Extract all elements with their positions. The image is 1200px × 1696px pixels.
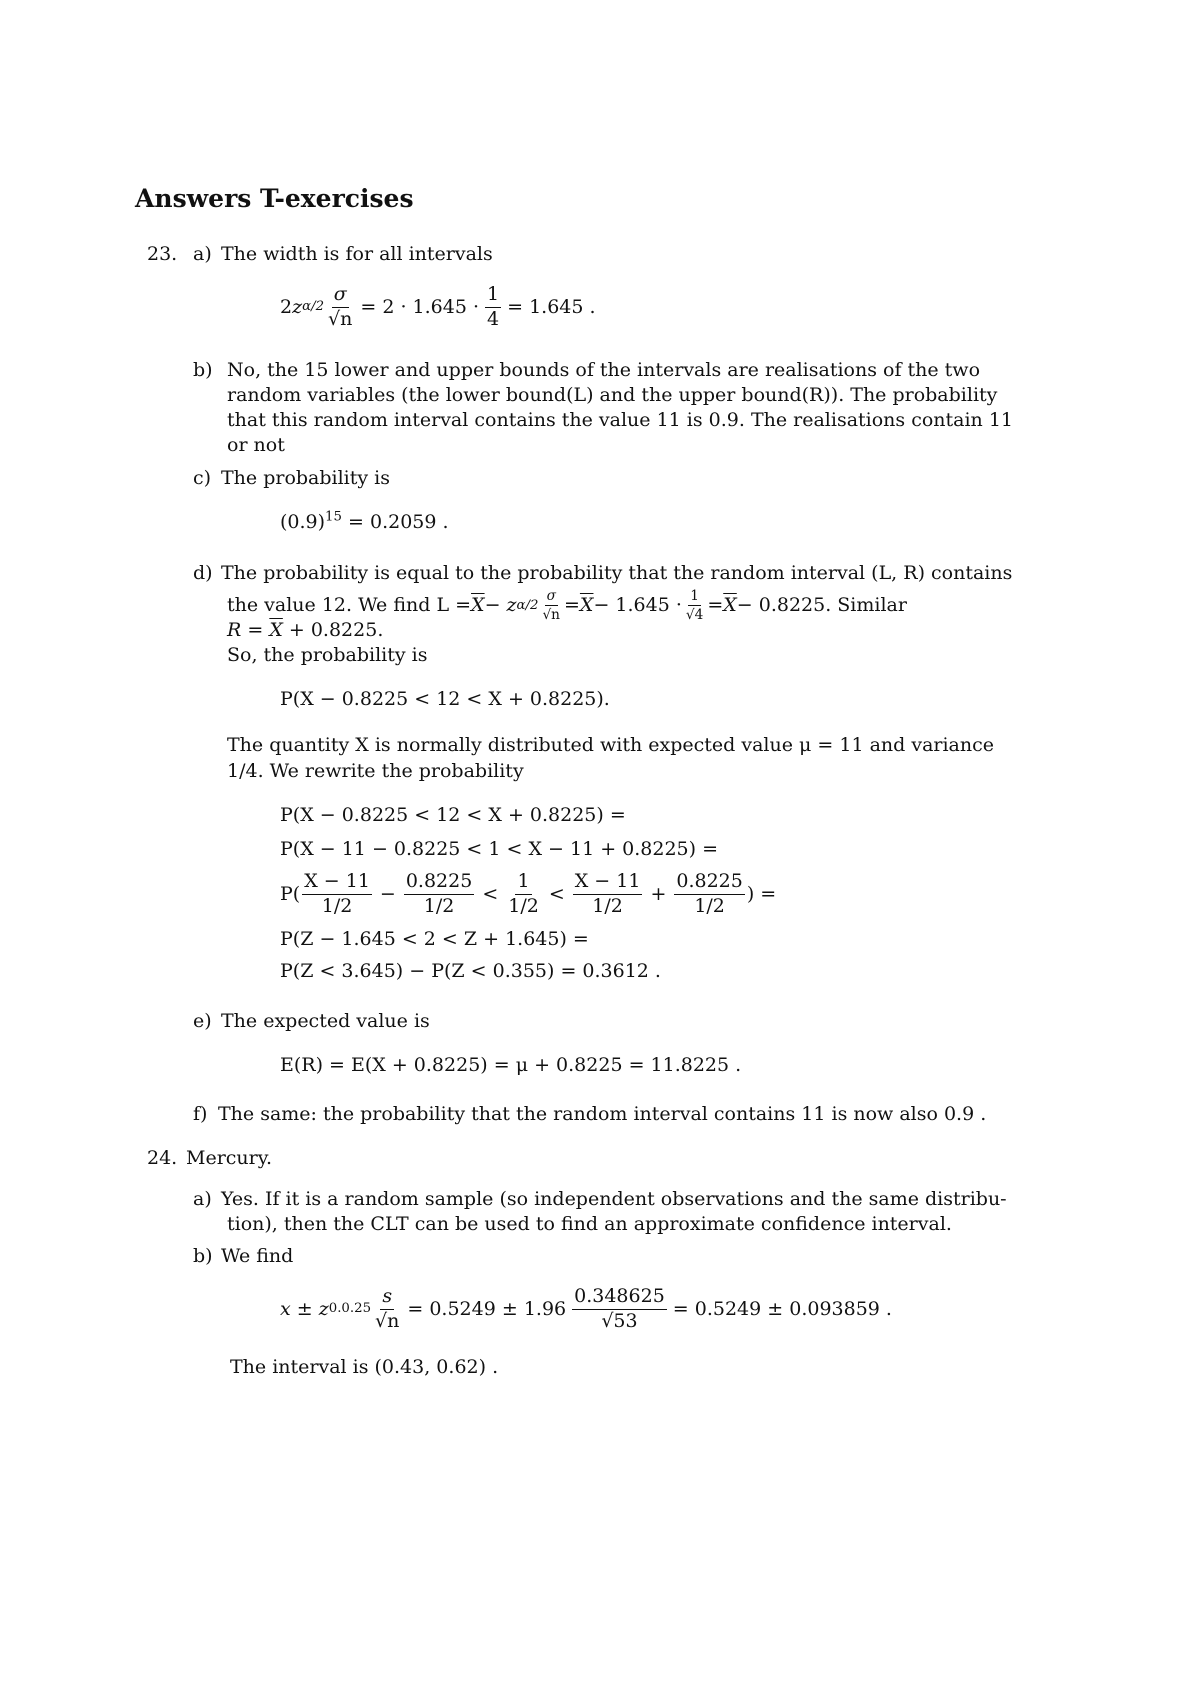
fraction-sigma-over-sqrt-n: [326, 285, 354, 330]
equation-step-2: P(X − 11 − 0.8225 < 1 < X − 11 + 0.8225) =: [280, 838, 719, 860]
question-24-heading: Mercury.: [186, 1147, 272, 1169]
equation-step-1: P(X − 0.8225 < 12 < X + 0.8225) =: [280, 804, 626, 826]
answer-23c-text: The probability is: [221, 467, 390, 489]
answer-23d-line-2: the value 12. We find L = $\overline{X}$ − z α/2 $\frac{\sigma}{√n}$ = $\overline{X}$ − 1.645 · $\frac{1}{√4}$ = $\overline{X}$ − 0.8225. Similar: [227, 588, 907, 624]
question-number-23: 23.: [147, 243, 178, 265]
item-label-23c: c): [193, 467, 212, 489]
item-label-23e: e): [193, 1010, 212, 1032]
eq-coef: 2: [280, 295, 293, 318]
equation-power: [280, 509, 449, 533]
equation-step-5: P(Z < 3.645) − P(Z < 0.355) = 0.3612 .: [280, 960, 661, 982]
item-label-23b: b): [193, 359, 213, 381]
frac-numerator: X − 11: [302, 872, 372, 895]
text-segment: R =: [227, 619, 270, 641]
frac-denominator: √n: [328, 307, 353, 330]
frac-numerator: 1: [688, 589, 701, 606]
answer-24a-line-2: tion), then the CLT can be used to find an approximate confidence interval.: [227, 1213, 952, 1235]
text-segment: the value 12. We find L =: [227, 594, 472, 617]
item-label-24b: b): [193, 1245, 213, 1267]
fraction: [404, 872, 474, 917]
fraction-one-over-sqrt-4: [684, 589, 705, 623]
eq-exponent: 15: [325, 509, 342, 525]
fraction-sigma-over-sqrt-n: [540, 589, 562, 623]
answer-23d-line-1: The probability is equal to the probability that the random interval (L, R) contains: [221, 562, 1013, 584]
item-label-23d: d): [193, 562, 213, 584]
question-number-24: 24.: [147, 1147, 178, 1169]
item-label-23a: a): [193, 243, 212, 265]
answer-23b-line-2: random variables (the lower bound(L) and the upper bound(R)). The probability: [227, 384, 998, 406]
eq-base: (0.9): [280, 511, 326, 533]
answer-23d-line-3: [227, 621, 383, 640]
frac-numerator: σ: [545, 589, 558, 606]
frac-denominator: √4: [685, 607, 704, 624]
frac-denominator: 1/2: [321, 894, 353, 917]
eq-middle: = 2 · 1.645 ·: [360, 295, 480, 318]
xbar: $\overline{X}$: [579, 594, 594, 617]
fraction: [674, 872, 744, 917]
frac-denominator: √53: [601, 1309, 638, 1332]
frac-denominator: 1/2: [423, 894, 455, 917]
frac-denominator: 1/2: [508, 894, 539, 917]
eq-result: = 0.2059 .: [348, 511, 449, 533]
equation-step-3: [280, 872, 776, 917]
frac-numerator: X − 11: [573, 872, 643, 895]
fraction: [573, 872, 643, 917]
operator: <: [482, 882, 499, 905]
frac-numerator: s: [380, 1287, 394, 1310]
text-segment: − 0.8225. Similar: [736, 594, 907, 617]
answer-24a-line-1: Yes. If it is a random sample (so independent observations and the same distribu-: [221, 1188, 1007, 1210]
operator: +: [650, 882, 667, 905]
frac-numerator: 1: [485, 285, 501, 308]
fraction-one-quarter: [485, 285, 501, 330]
text-segment: + 0.8225.: [282, 619, 384, 641]
text-segment: − 1.645 ·: [593, 594, 682, 617]
eq-end: ) =: [746, 882, 777, 905]
eq-prefix: x ± z: [280, 1297, 329, 1320]
fraction: [302, 872, 372, 917]
frac-denominator: 1/2: [694, 894, 725, 917]
frac-numerator: 0.8225: [674, 872, 744, 895]
text-segment: =: [564, 594, 580, 617]
eq-middle: = 0.5249 ± 1.96: [407, 1297, 567, 1320]
eq-p: P(: [280, 882, 301, 905]
answer-23d-text-2a: The quantity X is normally distributed with expected value μ = 11 and variance: [227, 734, 995, 756]
eq-z: z: [292, 295, 303, 318]
frac-numerator: σ: [332, 285, 349, 308]
equation-step-4: P(Z − 1.645 < 2 < Z + 1.645) =: [280, 928, 589, 950]
frac-denominator: √n: [542, 607, 560, 624]
operator: <: [548, 882, 565, 905]
text-segment: − z: [484, 594, 517, 617]
operator: −: [379, 882, 396, 905]
answer-23e-text: The expected value is: [221, 1010, 430, 1032]
answer-23a-text: The width is for all intervals: [221, 243, 493, 265]
frac-denominator: 1/2: [592, 894, 623, 917]
frac-denominator: 4: [487, 307, 500, 330]
xbar: $\overline{X}$: [269, 619, 283, 641]
xbar: $\overline{X}$: [723, 594, 737, 617]
frac-numerator: 0.348625: [572, 1287, 667, 1310]
answer-23b-line-4: or not: [227, 434, 285, 456]
frac-numerator: 1: [515, 872, 531, 895]
answer-23f-text: The same: the probability that the random interval contains 11 is now also 0.9 .: [218, 1103, 987, 1125]
fraction-s-over-sqrt-n: [373, 1287, 401, 1332]
answer-23d-text-2b: 1/4. We rewrite the probability: [227, 760, 524, 782]
eq-result: = 0.5249 ± 0.093859 .: [672, 1297, 892, 1320]
answer-24b-interval: The interval is (0.43, 0.62) .: [230, 1356, 499, 1378]
text-segment: =: [707, 594, 724, 617]
answer-23b-line-3: that this random interval contains the value 11 is 0.9. The realisations contain 11: [227, 409, 1014, 431]
equation-confidence-interval: x ± z 0.0.25 $\frac{s}{√n}$ = 0.5249 ± 1.96 $\frac{0.348625}{√53}$ = 0.5249 ± 0.093859 .: [280, 1285, 892, 1332]
eq-result: = 1.645 .: [507, 295, 596, 318]
frac-numerator: 0.8225: [404, 872, 474, 895]
item-label-23f: f): [193, 1103, 208, 1125]
equation-expected-value: E(R) = E(X + 0.8225) = μ + 0.8225 = 11.8225 .: [280, 1054, 742, 1076]
item-label-24a: a): [193, 1188, 212, 1210]
page-title: Answers T-exercises: [135, 184, 414, 213]
answer-23d-line-4: So, the probability is: [227, 644, 428, 666]
xbar: $\overline{X}$: [471, 594, 485, 617]
answer-24b-text: We find: [221, 1245, 294, 1267]
answer-23b-line-1: No, the 15 lower and upper bounds of the intervals are realisations of the two: [227, 359, 981, 381]
fraction: [506, 872, 541, 917]
equation-width: 2 z α/2 $\frac{\sigma}{√n}$ = 2 · 1.645 · $\frac{1}{4}$ = 1.645 .: [280, 283, 596, 330]
equation-probability: P(X − 0.8225 < 12 < X + 0.8225).: [280, 688, 610, 710]
fraction-sd-over-sqrt-53: [572, 1287, 667, 1332]
frac-denominator: √n: [375, 1309, 400, 1332]
